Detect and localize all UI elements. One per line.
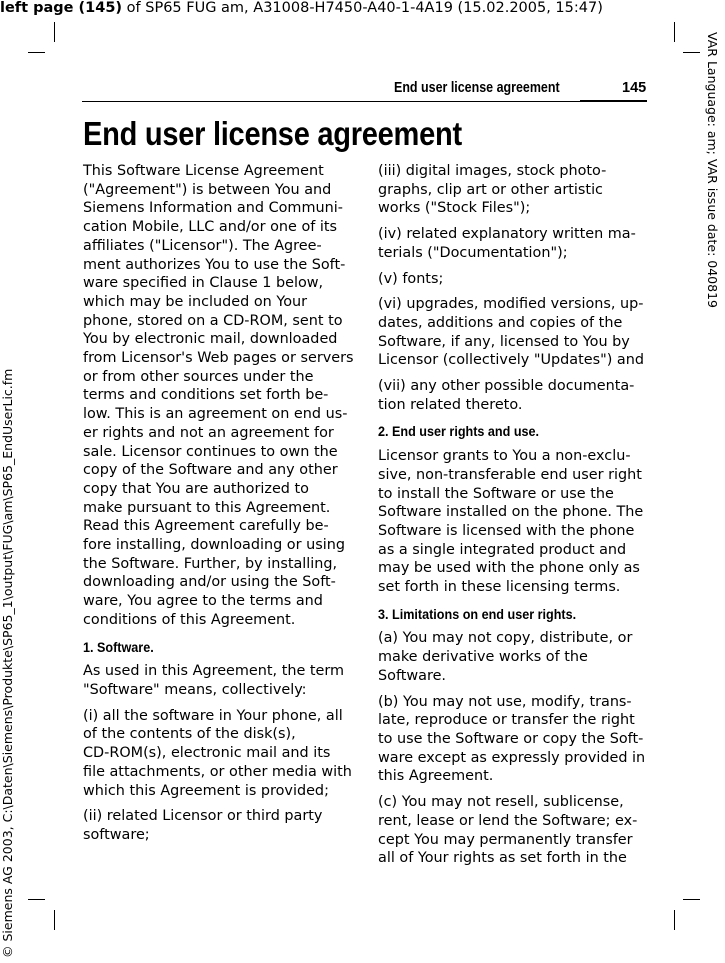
- text-line: (c) You may not resell, sublicense,: [378, 794, 624, 811]
- text-line: as a single integrated product and: [378, 541, 627, 558]
- text-line: (iv) related explanatory written ma-: [378, 226, 636, 243]
- text-line: may be used with the phone only as: [378, 560, 640, 577]
- text-line: (vii) any other possible documenta-: [378, 378, 635, 395]
- list-item-iv: [378, 225, 648, 262]
- header-rule: [82, 101, 647, 102]
- text-line: Licensor grants to You a non-exclu-: [378, 448, 631, 465]
- text-line: As used in this Agreement, the term: [83, 663, 345, 680]
- crop-mark: [54, 22, 55, 42]
- text-line: This Software License Agreement: [83, 163, 324, 179]
- text-line: ware except as expressly provided in: [378, 749, 646, 766]
- text-column-right: [378, 162, 648, 875]
- limitation-item-c: [378, 793, 648, 868]
- text-line: to install the Software or use the: [378, 485, 614, 502]
- text-line: make derivative works of the: [378, 649, 588, 666]
- text-line: ware specified in Clause 1 below,: [83, 275, 324, 292]
- text-line: this Agreement.: [378, 768, 494, 785]
- list-item-ii: [83, 807, 353, 844]
- text-line: ware, You agree to the terms and: [83, 593, 323, 610]
- text-line: (v) fonts;: [378, 270, 444, 287]
- text-line: fore installing, downloading or using: [83, 537, 345, 554]
- text-line: downloading and/or using the Soft-: [83, 574, 336, 591]
- print-file-info: of SP65 FUG am, A31008-H7450-A40-1-4A19 (15.02.2005, 15:47): [122, 0, 603, 16]
- text-line: sale. Licensor continues to own the: [83, 443, 338, 460]
- text-line: software;: [83, 826, 150, 843]
- text-line: all of Your rights as set forth in the: [378, 850, 627, 867]
- software-definition-paragraph: [83, 662, 353, 699]
- text-line: copy of the Software and any other: [83, 462, 338, 479]
- section-heading-software: 1. Software.: [83, 638, 154, 655]
- var-language-note: VAR Language: am; VAR issue date: 040819: [705, 32, 720, 308]
- text-line: (ii) related Licensor or third party: [83, 808, 323, 825]
- text-line: graphs, clip art or other artistic: [378, 181, 603, 198]
- running-head: End user license agreement: [394, 80, 560, 96]
- text-line: conditions of this Agreement.: [83, 611, 296, 628]
- text-line: copy that You are authorized to: [83, 480, 309, 497]
- text-line: dates, additions and copies of the: [378, 314, 623, 331]
- crop-mark: [683, 899, 700, 900]
- text-line: (vi) upgrades, modified versions, up-: [378, 296, 644, 313]
- list-item-iii: [378, 162, 648, 218]
- text-line: works ("Stock Files");: [378, 200, 531, 217]
- text-line: Licensor (collectively "Updates") and: [378, 352, 645, 369]
- text-line: Software.: [378, 667, 447, 684]
- crop-mark: [28, 899, 45, 900]
- text-line: rent, lease or lend the Software; ex-: [378, 812, 638, 829]
- text-line: cept You may permanently transfer: [378, 831, 633, 848]
- header-rule-accent: [580, 100, 647, 102]
- list-item-i: [83, 707, 353, 801]
- text-line: terms and conditions set forth be-: [83, 387, 329, 404]
- text-line: file attachments, or other media with: [83, 763, 352, 780]
- text-line: CD-ROM(s), electronic mail and its: [83, 745, 331, 762]
- copyright-file-path: © Siemens AG 2003, C:\Daten\Siemens\Produkte\SP65_1\output\FUG\am\SP65_EndUserLic.fm: [0, 368, 15, 958]
- text-line: Software is licensed with the phone: [378, 522, 635, 539]
- text-line: er rights and not an agreement for: [83, 424, 334, 441]
- text-line: ment authorizes You to use the Soft-: [83, 256, 346, 273]
- list-item-vi: [378, 295, 648, 370]
- text-line: terials ("Documentation");: [378, 244, 568, 261]
- page-number: 145: [622, 80, 647, 96]
- text-line: which may be included on Your: [83, 293, 308, 310]
- crop-mark: [683, 52, 700, 53]
- text-line: "Software" means, collectively:: [83, 681, 307, 698]
- limitation-item-b: [378, 693, 648, 787]
- text-line: set forth in these licensing terms.: [378, 579, 621, 596]
- crop-mark: [674, 22, 675, 42]
- intro-paragraph: [83, 162, 353, 630]
- list-item-v: [378, 270, 648, 289]
- section-heading-end-user-rights: 2. End user rights and use.: [378, 423, 540, 440]
- page-title: End user license agreement: [83, 115, 462, 152]
- text-line: Software, if any, licensed to You by: [378, 333, 630, 350]
- crop-mark: [674, 910, 675, 930]
- text-line: tion related thereto.: [378, 396, 523, 413]
- text-line: cation Mobile, LLC and/or one of its: [83, 219, 338, 236]
- print-header-line: [0, 0, 603, 16]
- text-line: (a) You may not copy, distribute, or: [378, 630, 633, 647]
- text-line: which this Agreement is provided;: [83, 782, 329, 799]
- text-line: low. This is an agreement on end us-: [83, 406, 348, 423]
- text-line: the Software. Further, by installing,: [83, 555, 338, 572]
- end-user-rights-paragraph: [378, 447, 648, 597]
- list-item-vii: [378, 377, 648, 414]
- text-column-left: [83, 162, 353, 852]
- text-line: ("Agreement") is between You and: [83, 181, 332, 198]
- crop-mark: [54, 910, 55, 930]
- text-line: Read this Agreement carefully be-: [83, 518, 329, 535]
- text-line: late, reproduce or transfer the right: [378, 712, 635, 729]
- text-line: You by electronic mail, downloaded: [83, 331, 338, 348]
- text-line: (iii) digital images, stock photo-: [378, 163, 607, 179]
- text-line: of the contents of the disk(s),: [83, 726, 296, 743]
- text-line: phone, stored on a CD-ROM, sent to: [83, 312, 343, 329]
- text-line: sive, non-transferable end user right: [378, 466, 642, 483]
- limitation-item-a: [378, 629, 648, 685]
- text-line: Software installed on the phone. The: [378, 504, 644, 521]
- text-line: or from other sources under the: [83, 368, 314, 385]
- crop-mark: [28, 52, 45, 53]
- print-page-label: left page (145): [0, 0, 123, 16]
- text-line: make pursuant to this Agreement.: [83, 499, 331, 516]
- text-line: (i) all the software in Your phone, all: [83, 707, 343, 724]
- text-line: from Licensor's Web pages or servers: [83, 350, 354, 367]
- section-heading-limitations: 3. Limitations on end user rights.: [378, 605, 577, 622]
- text-line: affiliates ("Licensor"). The Agree-: [83, 237, 322, 254]
- text-line: Siemens Information and Communi-: [83, 200, 343, 217]
- text-line: (b) You may not use, modify, trans-: [378, 693, 632, 710]
- text-line: to use the Software or copy the Soft-: [378, 730, 644, 747]
